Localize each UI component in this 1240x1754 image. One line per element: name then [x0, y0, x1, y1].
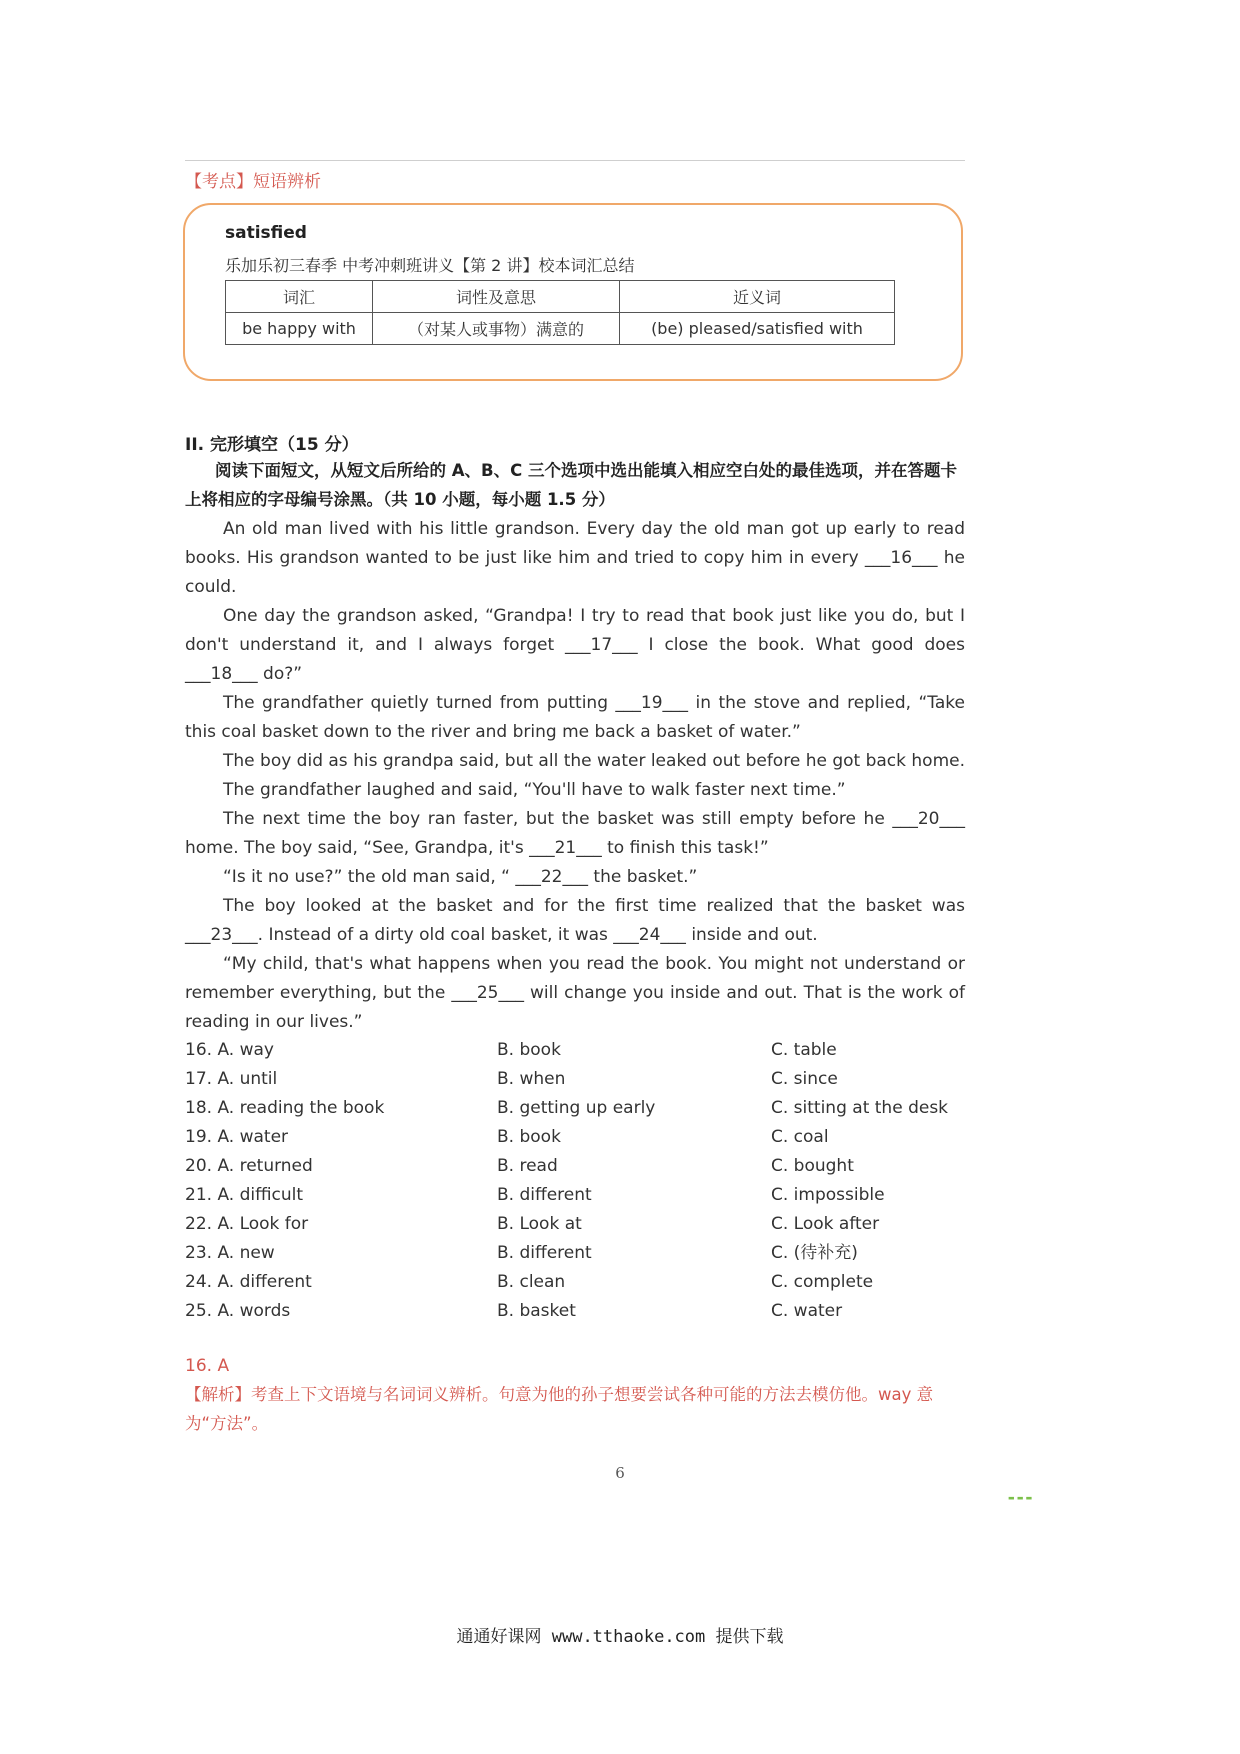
top-divider — [185, 160, 965, 161]
option-row — [185, 1036, 965, 1065]
option-b: B. read — [497, 1156, 558, 1176]
option-row — [185, 1210, 965, 1239]
option-c: C. since — [771, 1069, 838, 1089]
option-b: B. basket — [497, 1301, 576, 1321]
option-a: 24. A. different — [185, 1272, 312, 1292]
vocab-word: satisfied — [225, 223, 307, 243]
answer-key: 16. A — [185, 1356, 230, 1376]
option-row — [185, 1181, 965, 1210]
option-c: C. complete — [771, 1272, 874, 1292]
options-list — [185, 1036, 965, 1326]
option-a: 16. A. way — [185, 1040, 274, 1060]
vocab-header-word: 词汇 — [226, 281, 373, 313]
option-a: 17. A. until — [185, 1069, 278, 1089]
option-a: 21. A. difficult — [185, 1185, 304, 1205]
test-point-label: 【考点】短语辨析 — [185, 172, 321, 192]
option-row — [185, 1123, 965, 1152]
option-row — [185, 1065, 965, 1094]
option-c: C. Look after — [771, 1214, 880, 1234]
passage-paragraph: The grandfather laughed and said, “You'll have to walk faster next time.” — [223, 780, 846, 800]
vocab-cell-meaning: （对某人或事物）满意的 — [373, 313, 620, 345]
passage-paragraph: The next time the boy ran faster, but the basket was still empty before he ___20___ home. The boy said, “See, Grandpa, it's ___21___ to finish this task!” — [185, 809, 965, 858]
option-b: B. when — [497, 1069, 566, 1089]
vocab-table-row — [226, 313, 895, 345]
option-c: C. bought — [771, 1156, 854, 1176]
option-row — [185, 1297, 965, 1326]
instructions: 阅读下面短文，从短文后所给的 A、B、C 三个选项中选出能填入相应空白处的最佳选项，并在答题卡上将相应的字母编号涂黑。（共 10 小题，每小题 1.5 分） — [185, 461, 957, 509]
option-c: C. sitting at the desk — [771, 1098, 949, 1118]
option-row — [185, 1152, 965, 1181]
option-c: C. table — [771, 1040, 837, 1060]
option-c: C. impossible — [771, 1185, 885, 1205]
option-row — [185, 1094, 965, 1123]
option-b: B. different — [497, 1243, 592, 1263]
vocab-header-meaning: 词性及意思 — [373, 281, 620, 313]
option-b: B. getting up early — [497, 1098, 656, 1118]
option-a: 18. A. reading the book — [185, 1098, 385, 1118]
option-c: C. water — [771, 1301, 843, 1321]
vocab-header-synonym: 近义词 — [620, 281, 895, 313]
section-title: II. 完形填空（15 分） — [185, 435, 359, 455]
page-number: 6 — [615, 1464, 625, 1482]
cloze-passage — [185, 515, 965, 1037]
vocab-source: 乐加乐初三春季 中考冲刺班讲义【第 2 讲】校本词汇总结 — [225, 256, 635, 275]
vocab-cell-synonym: (be) pleased/satisfied with — [620, 313, 895, 345]
option-b: B. different — [497, 1185, 592, 1205]
option-row — [185, 1268, 965, 1297]
option-a: 23. A. new — [185, 1243, 275, 1263]
option-a: 22. A. Look for — [185, 1214, 309, 1234]
vocabulary-box — [183, 203, 963, 381]
option-a: 20. A. returned — [185, 1156, 313, 1176]
passage-paragraph: One day the grandson asked, “Grandpa! I try to read that book just like you do, but I don't understand it, and I always forget ___17___ I close the book. What good does ___18___ do?” — [185, 606, 965, 684]
option-b: B. Look at — [497, 1214, 582, 1234]
option-c: C. coal — [771, 1127, 829, 1147]
passage-paragraph: The boy looked at the basket and for the first time realized that the basket was ___23___. Instead of a dirty old coal basket, it was ___24___ inside and out. — [185, 896, 965, 945]
vocab-cell-word: be happy with — [226, 313, 373, 345]
passage-paragraph: “Is it no use?” the old man said, “ ___22___ the basket.” — [223, 867, 698, 887]
vocab-table-header — [226, 281, 895, 313]
passage-paragraph: The boy did as his grandpa said, but all the water leaked out before he got back home. — [223, 751, 965, 771]
passage-paragraph: The grandfather quietly turned from putting ___19___ in the stove and replied, “Take this coal basket down to the river and bring me back a basket of water.” — [185, 693, 965, 742]
option-a: 19. A. water — [185, 1127, 289, 1147]
option-b: B. clean — [497, 1272, 566, 1292]
option-c: C. (待补充) — [771, 1243, 858, 1263]
passage-paragraph: “My child, that's what happens when you read the book. You might not understand or remember everything, but the ___25___ will change you inside and out. That is the work of reading in our lives.” — [185, 954, 965, 1032]
option-a: 25. A. words — [185, 1301, 291, 1321]
option-b: B. book — [497, 1127, 561, 1147]
footer-credit: 通通好课网 www.tthaoke.com 提供下载 — [456, 1627, 784, 1647]
option-b: B. book — [497, 1040, 561, 1060]
scan-mark: ▬ ▬ ▬ — [1008, 1494, 1033, 1502]
passage-paragraph: An old man lived with his little grandson. Every day the old man got up early to read books. His grandson wanted to be just like him and tried to copy him in every ___16___ he could. — [185, 519, 965, 597]
option-row — [185, 1239, 965, 1268]
analysis-text: 【解析】考查上下文语境与名词词义辨析。句意为他的孙子想要尝试各种可能的方法去模仿他。way 意为“方法”。 — [185, 1385, 934, 1433]
vocab-table — [225, 280, 895, 345]
